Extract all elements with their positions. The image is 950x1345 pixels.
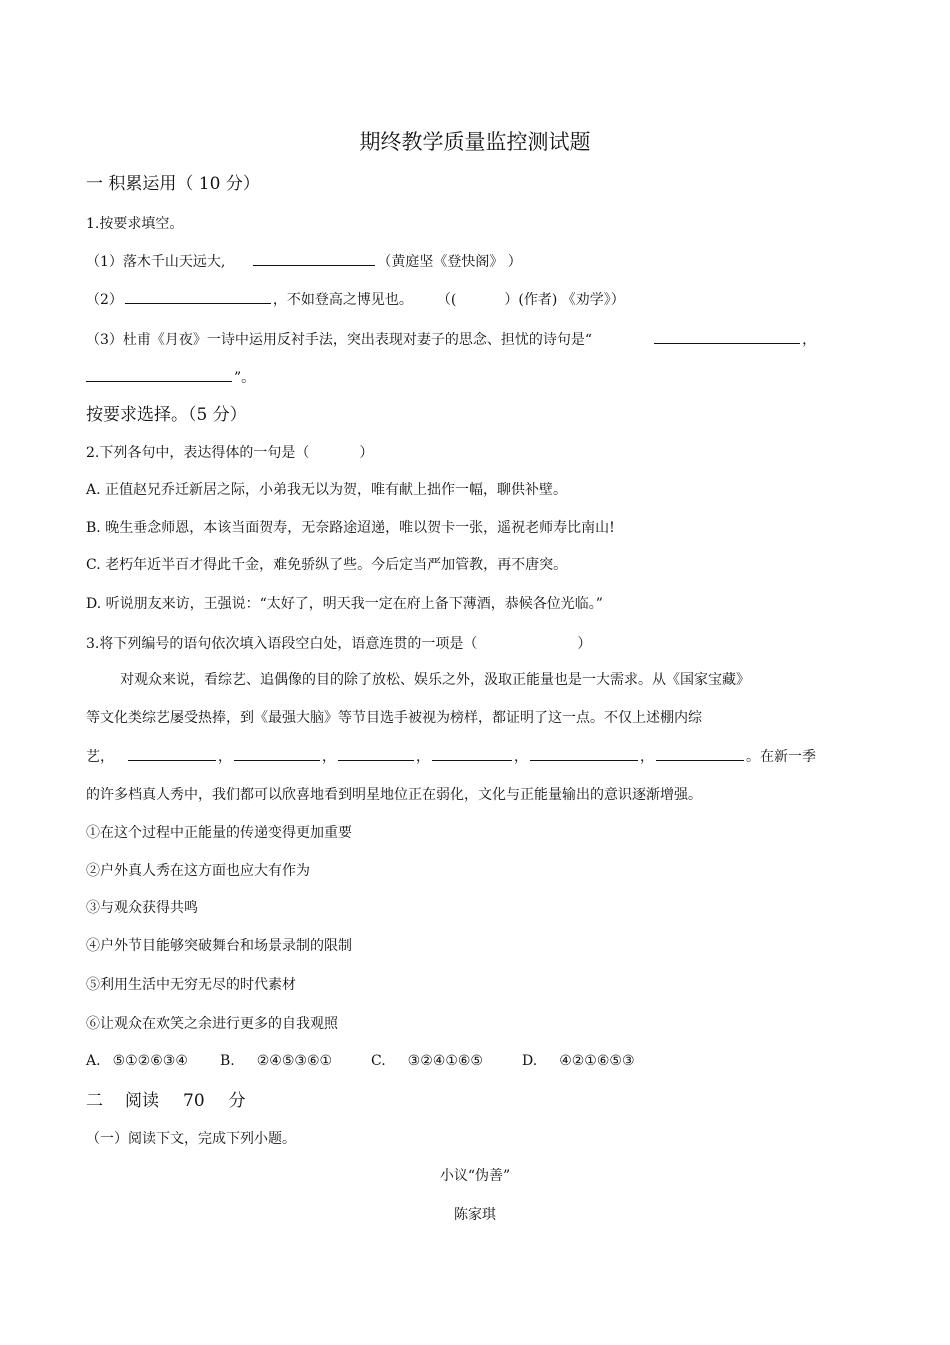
q3-item-3: ③与观众获得共鸣 — [86, 900, 198, 916]
q1-item3-cont — [86, 367, 255, 388]
q3-stem — [86, 634, 591, 654]
q3-stem-text: 3.将下列编号的语句依次填入语段空白处，语意连贯的一项是（ — [86, 636, 478, 652]
section2-number: 二 — [86, 1091, 103, 1111]
q3-item-2: ②户外真人秀在这方面也应大有作为 — [86, 863, 310, 879]
q2-option-d: D. 听说朋友来访，王强说：“太好了，明天我一定在府上备下薄酒，恭候各位光临。” — [86, 596, 603, 612]
answer-value: ⑤①②⑥③④ — [112, 1053, 188, 1069]
comma: ， — [640, 749, 654, 765]
q1-item3-end: ”。 — [234, 370, 256, 386]
answer-label: D. — [522, 1053, 538, 1069]
comma: ， — [218, 749, 232, 765]
q1-item3 — [86, 329, 816, 350]
q3-item-4: ④户外节目能够突破舞台和场景录制的限制 — [86, 938, 352, 954]
q3-line3-start: 艺， — [86, 749, 114, 765]
page-title: 期终教学质量监控测试题 — [359, 130, 591, 154]
q2-option-b: B. 晚生垂念师恩，本该当面贺寿，无奈路途迢递，唯以贺卡一张，遥祝老师寿比南山! — [86, 520, 615, 536]
fill-blank[interactable] — [530, 746, 638, 761]
comma: ， — [322, 749, 336, 765]
article-title: 小议“伪善” — [439, 1168, 511, 1184]
answer-label: A. — [86, 1053, 101, 1069]
fill-blank[interactable] — [656, 746, 744, 761]
q2-option-c: C. 老朽年近半百才得此千金，难免骄纵了些。今后定当严加管教，再不唐突。 — [86, 557, 568, 573]
q3-item-5: ⑤利用生活中无穷无尽的时代素材 — [86, 977, 296, 993]
q2-stem-end: ） — [359, 445, 374, 461]
q3-answer-d — [522, 1051, 635, 1071]
fill-blank[interactable] — [125, 289, 271, 304]
answer-value: ④②①⑥⑤③ — [559, 1053, 635, 1069]
q3-paragraph-line3 — [86, 746, 816, 767]
fill-blank[interactable] — [338, 746, 414, 761]
q3-paragraph-line2: 等文化类综艺屡受热捧，到《最强大脑》等节目选手被视为榜样，都证明了这一点。不仅上述棚内综 — [86, 710, 702, 726]
section1-heading: 一 积累运用（ 10 分） — [86, 174, 260, 194]
comma: ， — [416, 749, 430, 765]
section2-heading — [86, 1089, 246, 1113]
q2-stem-text: 2.下列各句中，表达得体的一句是（ — [86, 445, 310, 461]
q1-item2-label: （2） — [86, 292, 123, 308]
section2-unit: 分 — [228, 1091, 246, 1111]
q3-answer-b — [220, 1051, 332, 1071]
q3-answer-a — [86, 1051, 188, 1071]
q3-answer-c — [371, 1051, 483, 1071]
answer-label: B. — [220, 1053, 235, 1069]
q2-option-a: A. 正值赵兄乔迁新居之际，小弟我无以为贺，唯有献上拙作一幅，聊供补壁。 — [86, 482, 568, 498]
answer-value: ③②④①⑥⑤ — [407, 1053, 483, 1069]
q3-paragraph-line1: 对观众来说，看综艺、追偶像的目的除了放松、娱乐之外，汲取正能量也是一大需求。从《国家宝藏》 — [120, 672, 750, 688]
fill-blank[interactable] — [654, 329, 800, 344]
q1-item2 — [86, 289, 625, 310]
comma: ， — [514, 749, 528, 765]
q1-item1-text: （1）落木千山天远大, — [86, 254, 226, 270]
q1-item1 — [86, 251, 522, 272]
fill-blank[interactable] — [234, 746, 320, 761]
fill-blank[interactable] — [86, 367, 232, 382]
fill-blank[interactable] — [432, 746, 512, 761]
q3-line3-end: 。在新一季 — [746, 749, 816, 765]
section2-title: 阅读 — [125, 1091, 159, 1111]
q1-item3-comma: ， — [802, 332, 817, 348]
q3-item-1: ①在这个过程中正能量的传递变得更加重要 — [86, 825, 352, 841]
q1-item3-text: （3）杜甫《月夜》一诗中运用反衬手法，突出表现对妻子的思念、担忧的诗句是“ — [86, 332, 593, 348]
q3-item-6: ⑥让观众在欢笑之余进行更多的自我观照 — [86, 1016, 338, 1032]
article-author: 陈家琪 — [454, 1207, 496, 1223]
q1-item2-source-end: ）(作者) 《劝学》） — [504, 292, 625, 308]
q1-item2-text: ，不如登高之博见也。 — [272, 292, 413, 308]
section2-sub: （一）阅读下文，完成下列小题。 — [86, 1131, 296, 1147]
q3-paragraph-line4: 的许多档真人秀中，我们都可以欣喜地看到明星地位正在弱化，文化与正能量输出的意识逐渐增强。 — [86, 787, 702, 803]
answer-value: ②④⑤③⑥① — [256, 1053, 333, 1069]
section2-score: 70 — [183, 1091, 205, 1111]
q2-stem — [86, 443, 373, 463]
section1-subheading: 按要求选择。（5 分） — [86, 405, 247, 425]
q1-item1-source: （黄庭坚《登快阁》 ） — [377, 254, 522, 270]
answer-label: C. — [371, 1053, 386, 1069]
q3-stem-end: ） — [577, 636, 592, 652]
q1-item2-source: （( — [436, 292, 457, 308]
q1-stem: 1.按要求填空。 — [86, 216, 184, 232]
fill-blank[interactable] — [253, 251, 375, 266]
fill-blank[interactable] — [128, 746, 216, 761]
